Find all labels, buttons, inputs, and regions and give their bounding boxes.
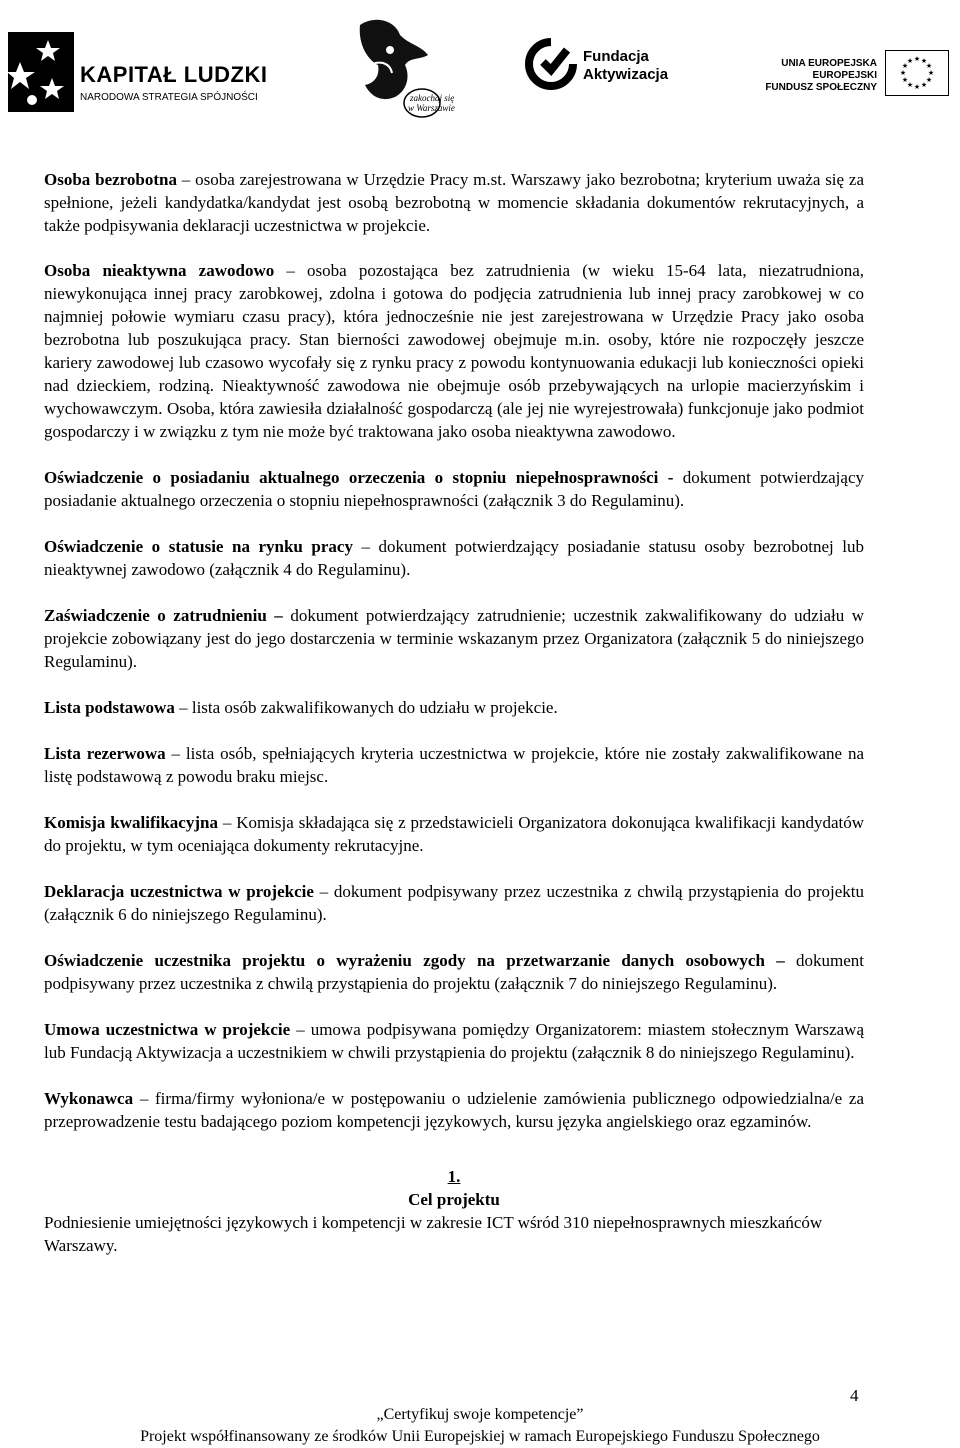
definition-term: Wykonawca: [44, 1089, 134, 1108]
definition-text: – umowa podpisywana pomiędzy Organizatorem: miastem stołecznym Warszawą lub Fundacją Aktywizacja a uczestnikiem w chwili przystąpienia do projektu (załącznik 8 do niniejszego Regulaminu).: [44, 1020, 864, 1062]
definition-text: dokument podpisywany przez uczestnika z chwilą przystąpienia do projektu (załącznik 7 do niniejszego Regulaminu).: [44, 951, 864, 993]
svg-text:★: ★: [899, 69, 907, 77]
definition-text: – firma/firmy wyłoniona/e w postępowaniu o udzielenie zamówienia publicznego odpowiedzialna/e za przeprowadzenie testu badającego poziom kompetencji językowych, kursu języka angielskiego oraz egzaminów.: [44, 1089, 864, 1131]
definition-paragraph: [44, 259, 864, 443]
definition-term: Komisja kwalifikacyjna: [44, 813, 218, 832]
definition-paragraph: [44, 535, 864, 581]
svg-text:★: ★: [913, 83, 921, 91]
definition-paragraph: [44, 880, 864, 926]
svg-text:★: ★: [901, 62, 909, 70]
definition-paragraph: [44, 604, 864, 673]
definition-paragraph: [44, 168, 864, 237]
svg-text:★: ★: [913, 55, 921, 63]
section-number: 1.: [447, 1167, 461, 1186]
footer-cofinancing-note: Projekt współfinansowany ze środków Unii Europejskiej w ramach Europejskiego Funduszu Społecznego: [140, 1428, 820, 1445]
definition-text: – Komisja składająca się z przedstawicieli Organizatora dokonująca kwalifikacji kandydatów do projektu, w tym oceniająca dokumenty rekrutacyjne.: [44, 813, 865, 855]
definition-paragraph: [44, 696, 864, 719]
definition-term: Lista podstawowa: [44, 698, 175, 717]
svg-text:zakochaj się: zakochaj się: [410, 93, 455, 103]
warsaw-mermaid-icon: [350, 15, 455, 125]
definition-paragraph: [44, 949, 864, 995]
kl-title: KAPITAŁ LUDZKI: [80, 62, 268, 87]
definition-text: – osoba zarejestrowana w Urzędzie Pracy m.st. Warszawy jako bezrobotna; kryterium uważa się za spełnione, jeżeli kandydatka/kandydat jest osobą bezrobotną w momencie składania dokumentów rekrutacyjnych, a także podpisywania deklaracji uczestnictwa w projekcie.: [44, 170, 864, 235]
svg-text:★: ★: [901, 76, 909, 84]
svg-text:★: ★: [927, 69, 935, 77]
page-number: 4: [850, 1386, 859, 1405]
kl-subtitle: NARODOWA STRATEGIA SPÓJNOŚCI: [80, 92, 258, 103]
eu-flag-icon: [885, 50, 949, 96]
definition-text: dokument potwierdzający posiadanie aktualnego orzeczenia o stopniu niepełnosprawności (załącznik 3 do Regulaminu).: [44, 468, 864, 510]
definition-term: Oświadczenie o statusie na rynku pracy: [44, 537, 353, 556]
definition-paragraph: [44, 811, 864, 857]
definition-text: – lista osób zakwalifikowanych do udziału w projekcie.: [174, 698, 558, 717]
definition-term: Oświadczenie o posiadaniu aktualnego orzeczenia o stopniu niepełnosprawności -: [44, 468, 674, 487]
definition-paragraph: [44, 1087, 864, 1133]
svg-text:w Warszawie: w Warszawie: [408, 103, 455, 113]
definition-text: – osoba pozostająca bez zatrudnienia (w wieku 15-64 lata, niezatrudniona, niewykonująca innej pracy zarobkowej, zdolna i gotowa do podjęcia zatrudnienia lub innej pracy zarobkowej w co najmniej połowie wymiaru czasu pracy), która jednocześnie nie jest zarejestrowana w Urzędzie Pracy jako osoba bezrobotna lub poszukująca pracy. Stan bierności zawodowej obejmuje m.in. osoby, które nie rozpoczęły jeszcze kariery zawodowej lub czasowo wycofały się z rynku pracy z powodu kontynuowania edukacji lub konieczności opieki nad dzieckiem, rodziną. Nieaktywność zawodowa nie obejmuje osób przebywających na urlopie macierzyńskim i wychowawczym. Osoba, która zawiesiła działalność gospodarczą (ale jej nie wyrejestrowała) funkcjonuje jako podmiot gospodarczy i w związku z tym nie może być traktowana jako osoba nieaktywna zawodowo.: [44, 261, 865, 441]
definition-term: Umowa uczestnictwa w projekcie: [44, 1020, 291, 1039]
definition-text: – dokument potwierdzający posiadanie statusu osoby bezrobotnej lub nieaktywnej zawodowo (załącznik 4 do Regulaminu).: [44, 537, 864, 579]
svg-text:★: ★: [925, 62, 933, 70]
footer-project-name: „Certyfikuj swoje kompetencje”: [376, 1406, 584, 1423]
fundacja-aktywizacja-logo: [525, 38, 695, 98]
document-body: [44, 168, 864, 1280]
svg-text:★: ★: [920, 81, 928, 89]
fundacja-aktywizacja-icon: [525, 38, 577, 90]
page-footer: [0, 1404, 960, 1448]
definition-term: Oświadczenie uczestnika projektu o wyrażeniu zgody na przetwarzanie danych osobowych –: [44, 951, 785, 970]
fa-line2: Aktywizacja: [583, 66, 669, 83]
fa-line1: Fundacja: [583, 48, 649, 65]
definition-paragraph: [44, 466, 864, 512]
svg-text:★: ★: [906, 81, 914, 89]
definition-text: – dokument podpisywany przez uczestnika z chwilą przystąpienia do projektu (załącznik 6 do niniejszego Regulaminu).: [44, 882, 864, 924]
kapital-ludzki-logo: [8, 32, 268, 112]
definition-paragraph: [44, 742, 864, 788]
definition-term: Lista rezerwowa: [44, 744, 166, 763]
ue-line1: UNIA EUROPEJSKA: [781, 58, 877, 69]
definition-paragraph: [44, 1018, 864, 1064]
section-title: Cel projektu: [408, 1190, 500, 1209]
svg-text:★: ★: [925, 76, 933, 84]
section-text: Podniesienie umiejętności językowych i kompetencji w zakresie ICT wśród 310 niepełnosprawnych mieszkańców Warszawy.: [44, 1213, 823, 1255]
warsaw-logo: [350, 15, 455, 125]
definition-text: dokument potwierdzający zatrudnienie; uczestnik zakwalifikowany do udziału w projekcie zobowiązany jest do jego dostarczenia w terminie wskazanym przez Organizatora (załącznik 5 do niniejszego Regulaminu).: [44, 606, 864, 671]
definition-term: Osoba bezrobotna: [44, 170, 177, 189]
eu-logo: [765, 50, 950, 110]
definition-term: Osoba nieaktywna zawodowo: [44, 261, 275, 280]
ue-line3: FUNDUSZ SPOŁECZNY: [765, 82, 877, 93]
page-header: [0, 0, 960, 130]
definition-term: Deklaracja uczestnictwa w projekcie: [44, 882, 314, 901]
svg-text:★: ★: [920, 57, 928, 65]
definition-text: – lista osób, spełniających kryteria uczestnictwa w projekcie, które nie zostały zakwalifikowane na listę podstawową z powodu braku miejsc.: [44, 744, 865, 786]
svg-text:★: ★: [906, 57, 914, 65]
kapital-ludzki-emblem-icon: [8, 32, 74, 112]
ue-line2: EUROPEJSKI: [812, 70, 877, 81]
definition-term: Zaświadczenie o zatrudnieniu –: [44, 606, 283, 625]
